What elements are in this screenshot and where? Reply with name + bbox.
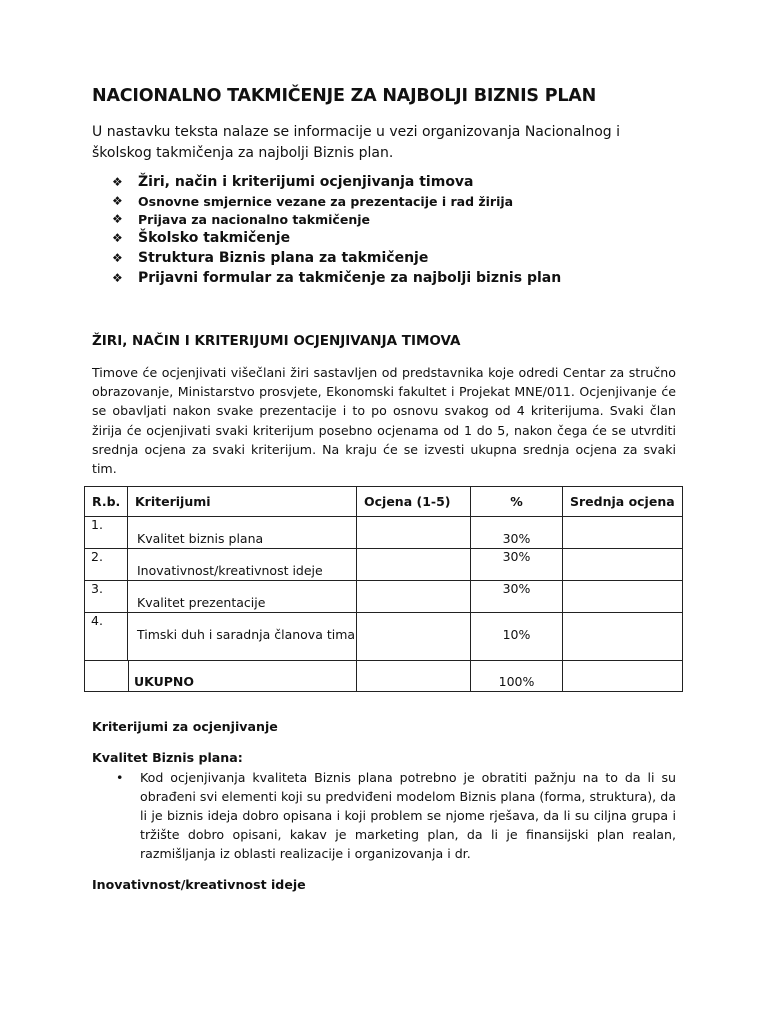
document-title: NACIONALNO TAKMIČENJE ZA NAJBOLJI BIZNIS PLAN — [92, 86, 597, 106]
table-cell — [563, 549, 683, 581]
table-cell — [357, 517, 471, 549]
table-header-cell: Srednja ocjena — [563, 487, 683, 517]
table-row — [85, 613, 683, 661]
diamond-bullet-icon: ❖ — [112, 271, 123, 285]
list-item: ❖ Žiri, način i kriterijumi ocjenjivanja timova — [112, 174, 474, 190]
list-item: ❖ Osnovne smjernice vezane za prezentacije i rad žirija — [112, 193, 514, 209]
table-cell — [563, 517, 683, 549]
table-cell: 1. — [85, 517, 128, 549]
subheading-innovation: Inovativnost/kreativnost ideje — [92, 877, 306, 892]
table-cell — [357, 549, 471, 581]
table-cell — [471, 661, 563, 692]
table-total-row — [85, 661, 683, 692]
diamond-bullet-icon: ❖ — [112, 194, 123, 208]
section-heading: ŽIRI, NAČIN I KRITERIJUMI OCJENJIVANJA TIMOVA — [92, 333, 461, 349]
bullet-paragraph: Kod ocjenjivanja kvaliteta Biznis plana potrebno je obratiti pažnju na to da li su obrađeni svi elementi koji su predviđeni modelom Biznis plana (forma, struktura), da li je biznis ideja dobro opisana i koji problem se njome rješava, da li su ciljna grupa i tržište dobro opisani, kakav je marketing plan, da li je finansijski plan realan, razmišljanja iz oblasti realizacije i organizovanja i dr. — [140, 770, 676, 861]
diamond-bullet-icon: ❖ — [112, 251, 123, 265]
list-item: ❖ Prijavni formular za takmičenje za najbolji biznis plan — [112, 270, 562, 286]
contents-list — [112, 172, 561, 288]
table-header-cell: % — [471, 487, 563, 517]
table-cell — [85, 661, 357, 692]
list-item: ❖ Prijava za nacionalno takmičenje — [112, 211, 370, 227]
table-cell: Kvalitet biznis plana — [128, 517, 357, 549]
list-item: ❖ Školsko takmičenje — [112, 230, 291, 246]
table-cell — [357, 613, 471, 661]
criteria-table — [84, 486, 683, 692]
table-cell — [563, 613, 683, 661]
table-header-cell: Ocjena (1-5) — [357, 487, 471, 517]
total-percent: 100% — [498, 674, 535, 689]
diamond-bullet-icon: ❖ — [112, 231, 123, 245]
table-cell: Timski duh i saradnja članova tima — [128, 613, 357, 661]
total-label: UKUPNO — [134, 674, 195, 689]
table-cell: 30% — [471, 549, 563, 581]
table-cell: 2. — [85, 549, 128, 581]
table-cell: 30% — [471, 517, 563, 549]
table-row — [85, 549, 683, 581]
table-header-cell: R.b. — [85, 487, 128, 517]
table-cell: 30% — [471, 581, 563, 613]
bullet-icon: • — [116, 770, 124, 785]
table-cell — [357, 661, 471, 692]
diamond-bullet-icon: ❖ — [112, 212, 123, 226]
diamond-bullet-icon: ❖ — [112, 175, 123, 189]
table-cell: 10% — [471, 613, 563, 661]
table-cell — [563, 661, 683, 692]
intro-paragraph: U nastavku teksta nalaze se informacije u vezi organizovanja Nacionalnog i školskog takmičenja za najbolji Biznis plan. — [92, 124, 621, 161]
table-row — [85, 517, 683, 549]
list-item: ❖ Struktura Biznis plana za takmičenje — [112, 250, 429, 266]
table-cell — [357, 581, 471, 613]
table-cell: 4. — [85, 613, 128, 661]
table-cell: Kvalitet prezentacije — [128, 581, 357, 613]
table-cell: Inovativnost/kreativnost ideje — [128, 549, 357, 581]
table-row — [85, 581, 683, 613]
criteria-heading: Kriterijumi za ocjenjivanje — [92, 719, 278, 734]
subheading-quality: Kvalitet Biznis plana: — [92, 750, 243, 765]
table-header-row — [85, 487, 683, 517]
table-cell — [563, 581, 683, 613]
table-cell: 3. — [85, 581, 128, 613]
table-header-cell: Kriterijumi — [128, 487, 357, 517]
section-paragraph: Timove će ocjenjivati višečlani žiri sastavljen od predstavnika koje odredi Centar za stručno obrazovanje, Ministarstvo prosvjete, Ekonomski fakultet i Projekat MNE/011. Ocjenjivanje će se obavljati nakon svake prezentacije i to po osnovu svakog od 4 kriterijuma. Svaki član žirija će ocjenjivati svaki kriterijum posebno ocjenama od 1 do 5, nakon čega će se utvrditi srednja ocjena za svaki kriterijum. Na kraju će se izvesti ukupna srednja ocjena za svaki tim. — [92, 365, 676, 477]
